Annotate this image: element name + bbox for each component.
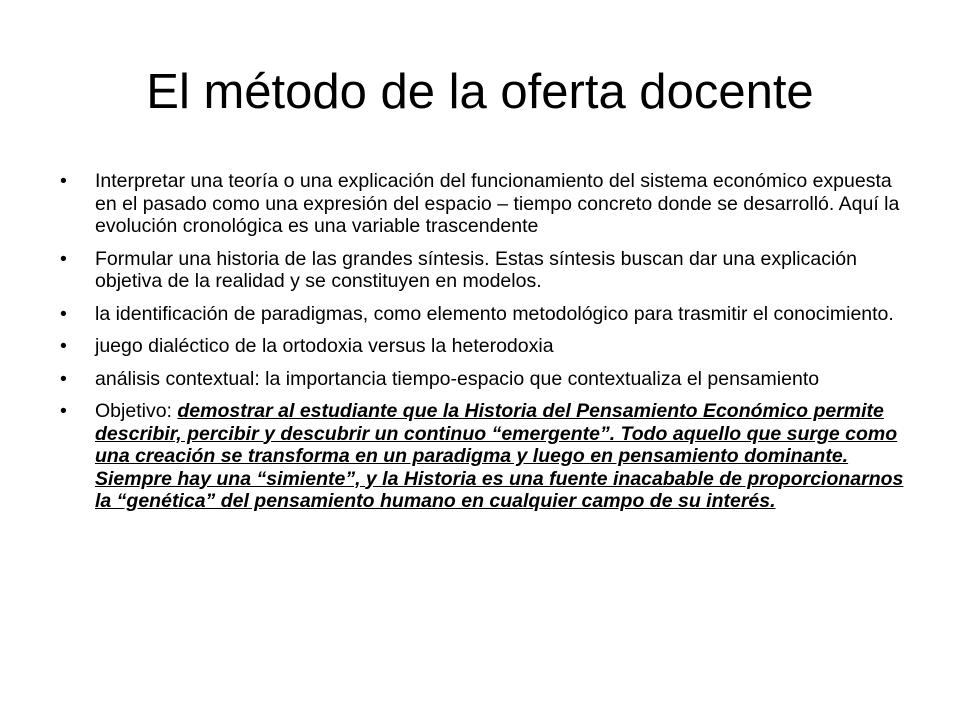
objective-text: demostrar al estudiante que la Historia del Pensamiento Económico permite describir, percibir y descubrir un continuo “emergente”. Todo aquello que surge como una creación se transforma en un paradigma y luego en pensamiento dominante. Siempre hay una “simiente”, y la Historia es una fuente inacabable de proporcionarnos la “genética” del pensamiento humano en cualquier campo de su interés. bbox=[95, 400, 904, 512]
bullet-item bbox=[60, 303, 910, 326]
bullet-dot: • bbox=[60, 170, 67, 192]
bullet-dot: • bbox=[60, 367, 67, 390]
bullet-text: análisis contextual: la importancia tiempo-espacio que contextualiza el pensamiento bbox=[95, 367, 820, 390]
bullet-item bbox=[60, 248, 910, 293]
bullet-dot: • bbox=[60, 335, 67, 357]
bullet-dot: • bbox=[60, 247, 67, 270]
bullet-text: la identificación de paradigmas, como elemento metodológico para trasmitir el conocimiento. bbox=[95, 302, 894, 325]
objective-item bbox=[60, 400, 910, 513]
bullet-item bbox=[60, 170, 910, 238]
bullet-text: Formular una historia de las grandes síntesis. Estas síntesis buscan dar una explicación objetiva de la realidad y se constituyen en modelos. bbox=[95, 247, 857, 292]
slide-title: El método de la oferta docente bbox=[146, 65, 814, 119]
bullet-dot: • bbox=[60, 302, 67, 325]
bullet-text: juego dialéctico de la ortodoxia versus la heterodoxia bbox=[95, 335, 554, 357]
bullet-dot: • bbox=[60, 400, 67, 422]
bullet-list bbox=[60, 170, 910, 523]
bullet-item bbox=[60, 335, 910, 358]
bullet-item bbox=[60, 368, 910, 391]
bullet-text: Interpretar una teoría o una explicación del funcionamiento del sistema económico expuesta en el pasado como una expresión del espacio – tiempo concreto donde se desarrolló. Aquí la evolución cronológica es una variable trascendente bbox=[95, 170, 900, 237]
objective-label: Objetivo: bbox=[95, 400, 178, 422]
